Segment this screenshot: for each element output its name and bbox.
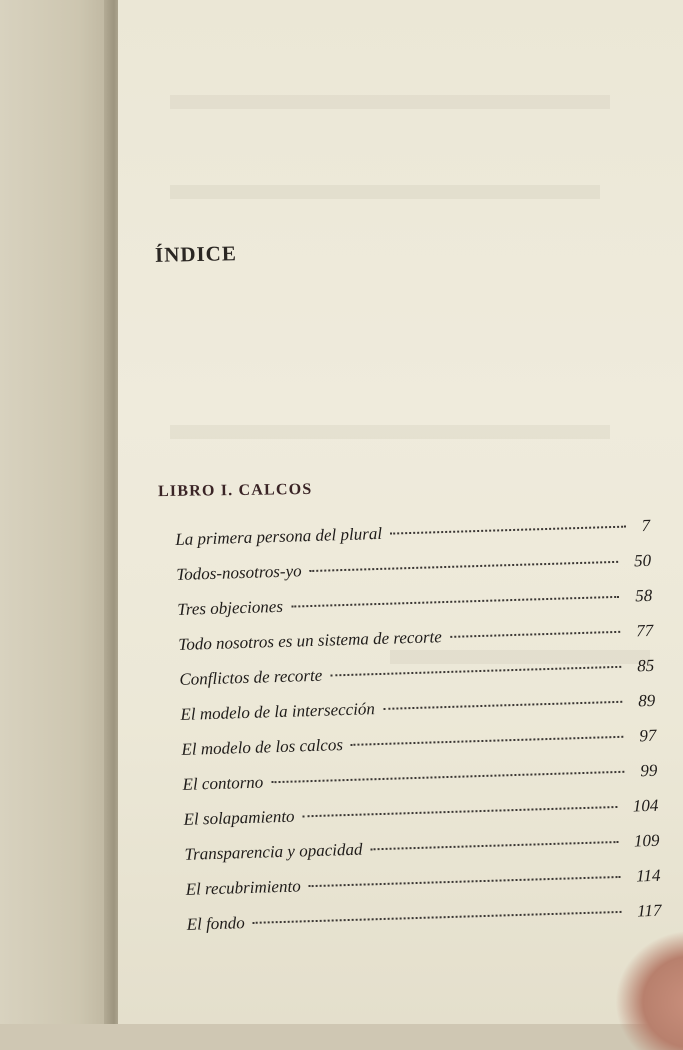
bleed-through-shade — [170, 95, 610, 109]
toc-entry-title: Conflictos de recorte — [179, 665, 323, 689]
toc-entry-page: 109 — [633, 830, 660, 851]
leader-dots — [370, 841, 618, 850]
toc-entry-page: 50 — [633, 550, 652, 571]
toc-entry-page: 104 — [632, 795, 659, 816]
leader-dots — [383, 701, 622, 710]
toc-entry-page: 77 — [635, 620, 654, 641]
toc-entry-page: 89 — [637, 690, 656, 711]
finger-thumb — [615, 930, 683, 1050]
index-heading: ÍNDICE — [154, 241, 238, 267]
book-heading: LIBRO I. CALCOS — [157, 480, 313, 501]
toc-entry-title: Todo nosotros es un sistema de recorte — [178, 627, 443, 654]
toc-entry-page: 99 — [640, 760, 658, 781]
leader-dots — [351, 736, 623, 746]
toc-entry-page: 114 — [635, 865, 661, 886]
leader-dots — [310, 561, 619, 572]
leader-dots — [271, 771, 624, 783]
leader-dots — [309, 876, 621, 887]
toc-entry-title: El modelo de los calcos — [181, 735, 344, 759]
toc-entry-title: Transparencia y opacidad — [184, 839, 363, 864]
toc-entry-page: 85 — [636, 655, 655, 676]
toc-entry-title: Tres objeciones — [177, 596, 284, 619]
bleed-through-shade — [170, 425, 610, 439]
toc-entry-title: El solapamiento — [183, 806, 295, 829]
toc-entry-page: 97 — [639, 725, 657, 746]
toc-entry-page: 117 — [636, 900, 662, 921]
leader-dots — [253, 911, 622, 924]
toc-entry-title: El recubrimiento — [185, 876, 301, 899]
left-page — [0, 0, 112, 1024]
toc-entry-page: 7 — [641, 515, 651, 536]
leader-dots — [291, 596, 619, 608]
toc-entry-title: Todos-nosotros-yo — [176, 561, 302, 584]
toc-entry-title: El contorno — [182, 772, 264, 794]
leader-dots — [330, 666, 621, 677]
toc-entry-page: 58 — [634, 585, 653, 606]
toc-entry-title: El fondo — [186, 913, 246, 934]
table-of-contents — [175, 516, 662, 950]
leader-dots — [390, 526, 626, 535]
bleed-through-shade — [170, 185, 600, 199]
toc-entry-title: El modelo de la intersección — [180, 699, 376, 724]
leader-dots — [450, 631, 620, 638]
leader-dots — [302, 806, 616, 817]
toc-entry-title: La primera persona del plural — [175, 523, 383, 549]
